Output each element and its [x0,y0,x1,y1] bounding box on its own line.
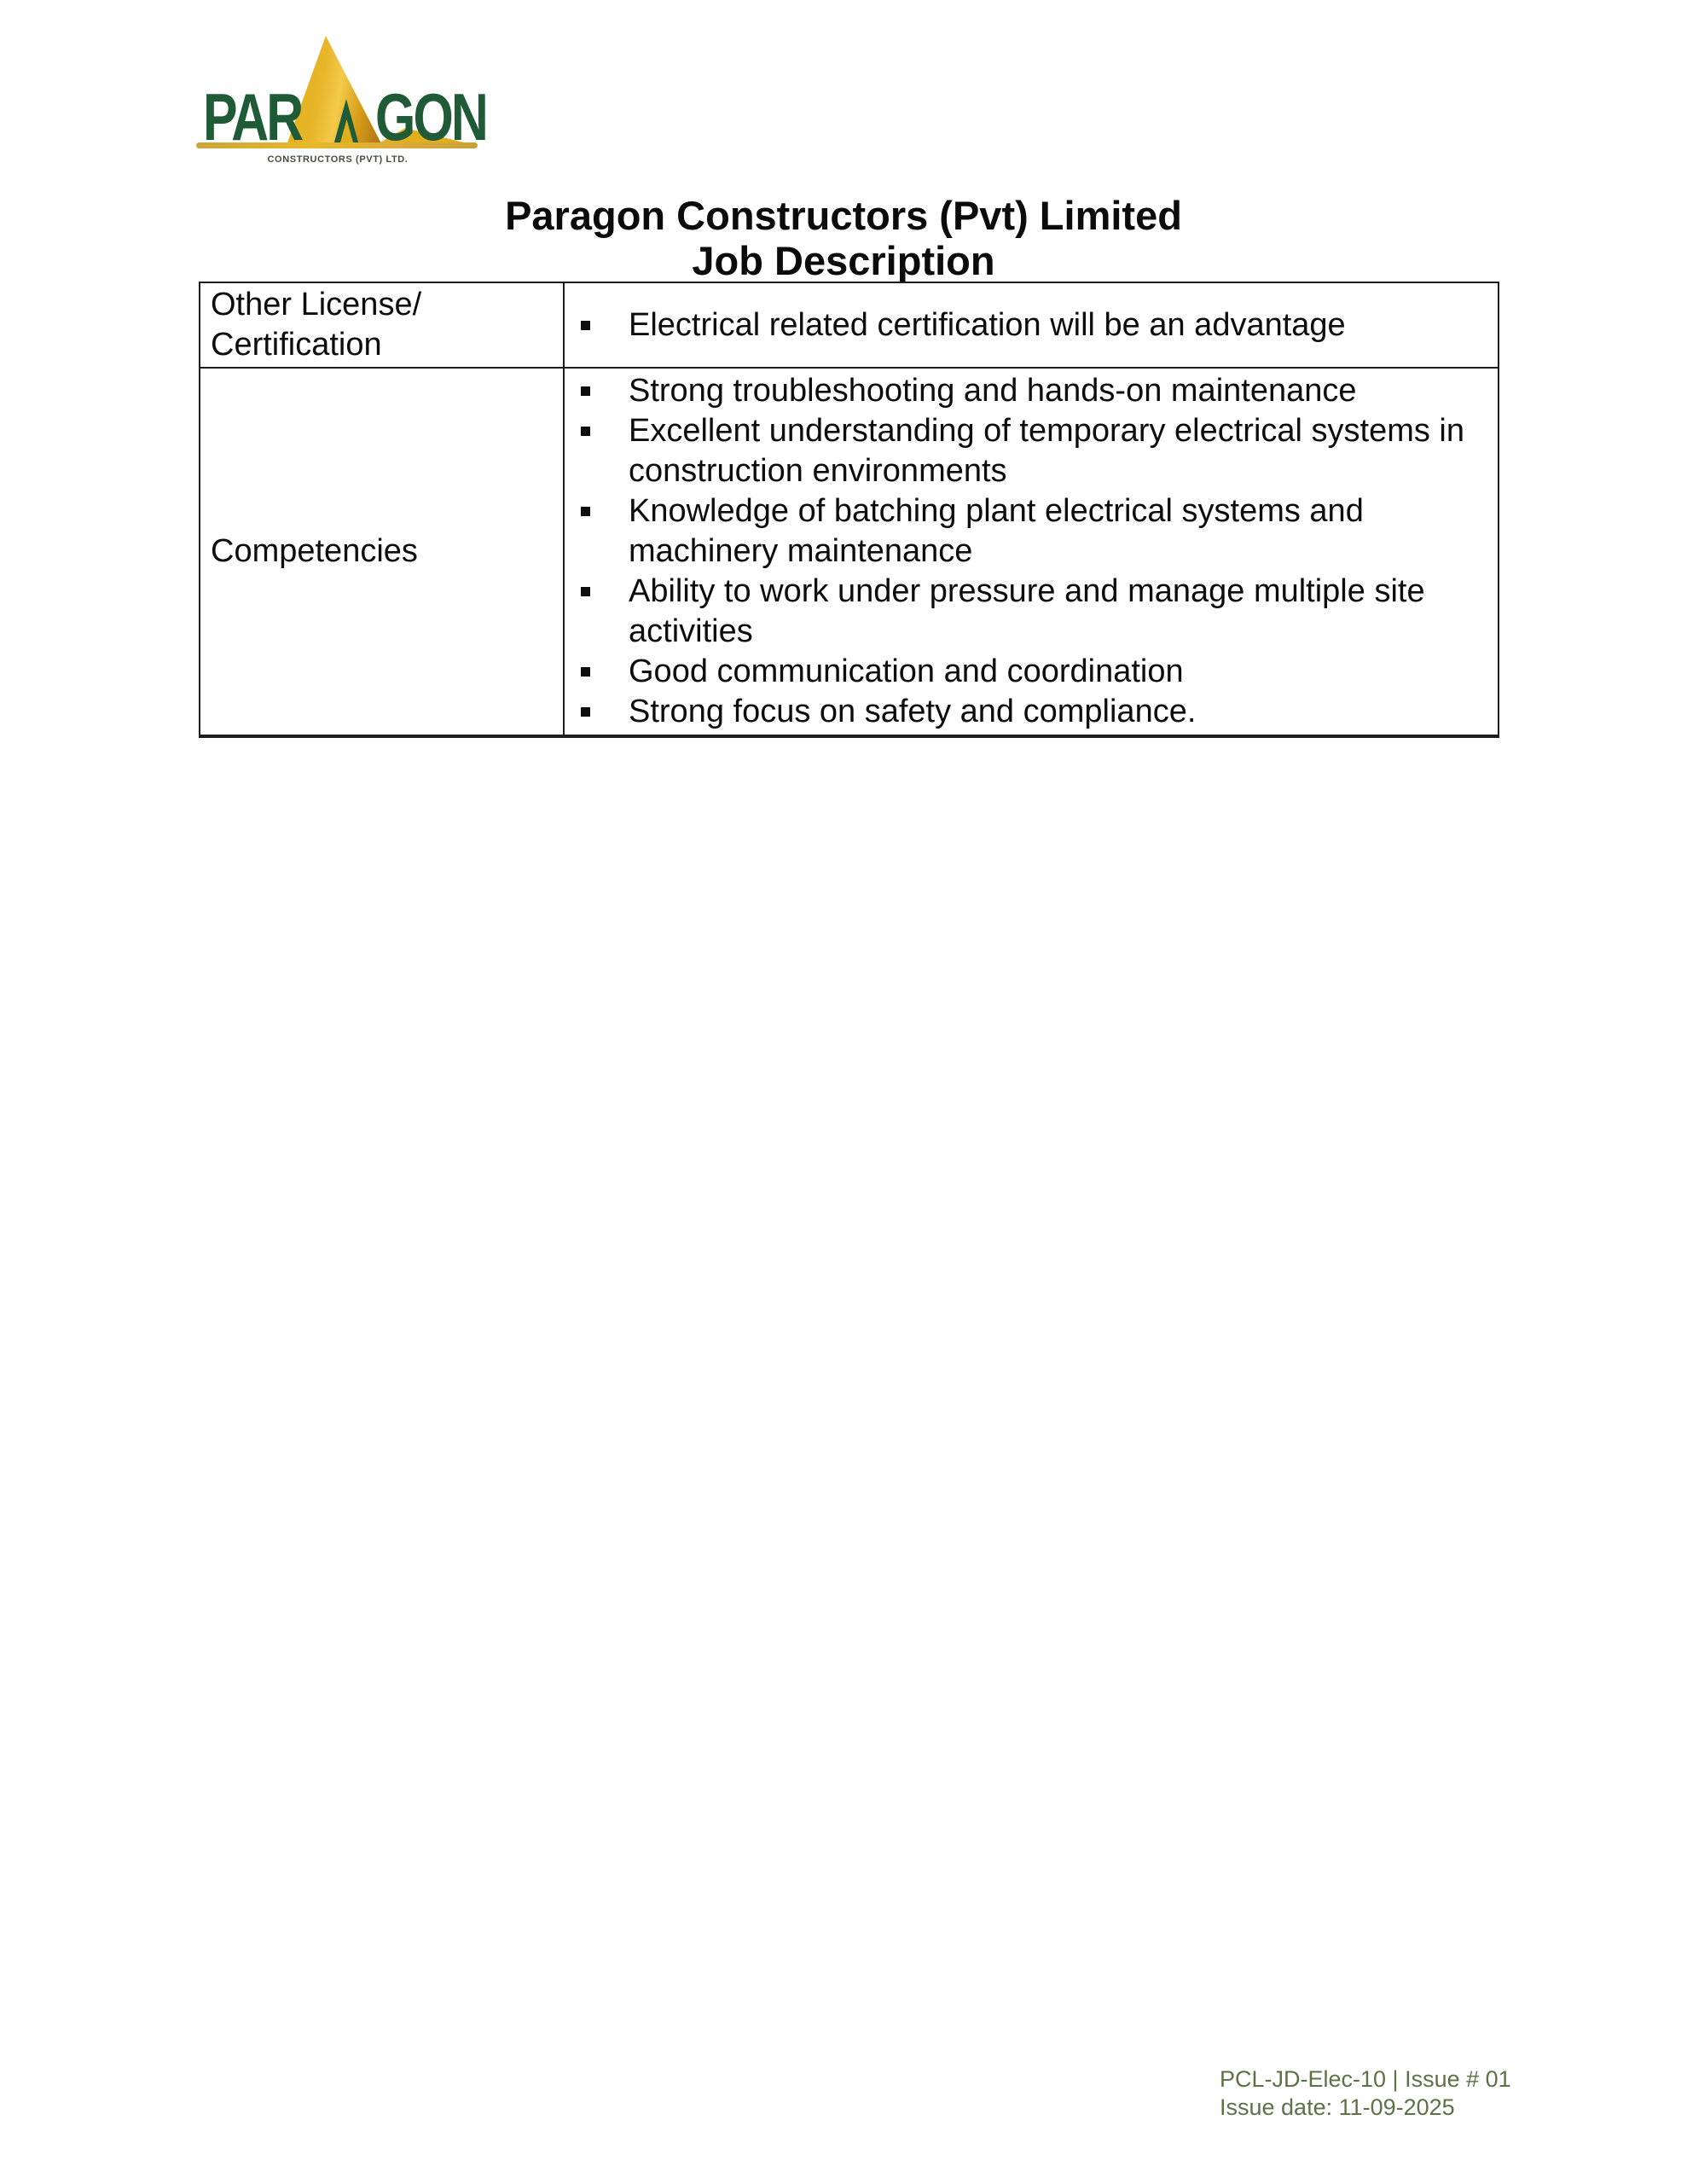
bullet-square-glyph [581,386,590,396]
bullet-list [565,371,1489,732]
bullet-item [581,305,1489,346]
bullet-square-glyph [581,427,590,436]
bullet-item [581,491,1489,572]
bullet-square-glyph [581,507,590,516]
bullet-item [581,411,1489,491]
bullet-square-icon [581,371,629,396]
company-name-title: Paragon Constructors (Pvt) Limited [505,193,1182,238]
bullet-text: Excellent understanding of temporary electrical systems in construction environments [629,413,1465,489]
logo-text-par: PAR [203,79,302,154]
bullet-text: Electrical related certification will be an advantage [629,306,1346,343]
bullet-text: Good communication and coordination [629,653,1184,689]
bullet-square-glyph [581,667,590,677]
bullet-square-icon [581,491,629,516]
footer-doc-code: PCL-JD-Elec-10 | Issue # 01 [1220,2066,1511,2092]
table-row [200,368,1499,736]
company-logo [194,34,486,175]
row-content-other-license [564,282,1499,368]
logo-tagline: CONSTRUCTORS (PVT) LTD. [267,154,409,165]
bullet-square-glyph [581,707,590,717]
row-label-other-license: Other License/ Certification [200,282,564,368]
page-title: Job Description [692,238,995,283]
bullet-text: Knowledge of batching plant electrical systems and machinery maintenance [629,493,1364,569]
bullet-text: Strong focus on safety and compliance. [629,694,1197,729]
bullet-square-icon [581,572,629,596]
logo-text-gon: GON [375,79,486,154]
row-content-competencies [564,368,1499,736]
footer-issue-date: Issue date: 11-09-2025 [1220,2094,1455,2120]
bullet-item [581,652,1489,692]
bullet-text: Ability to work under pressure and manage multiple site activities [629,573,1425,649]
bullet-item [581,371,1489,411]
document-title [0,193,1687,283]
job-description-table [199,282,1499,738]
bullet-square-glyph [581,587,590,596]
bullet-item [581,572,1489,652]
bullet-list [565,305,1489,346]
bullet-square-icon [581,692,629,717]
bullet-item [581,692,1489,732]
page-footer [1220,2065,1511,2122]
bullet-square-icon [581,305,629,330]
bullet-square-icon [581,411,629,436]
bullet-square-glyph [581,321,590,330]
bullet-square-icon [581,652,629,677]
table-row [200,282,1499,368]
bullet-text: Strong troubleshooting and hands-on maintenance [629,373,1357,409]
row-label-competencies: Competencies [200,368,564,736]
